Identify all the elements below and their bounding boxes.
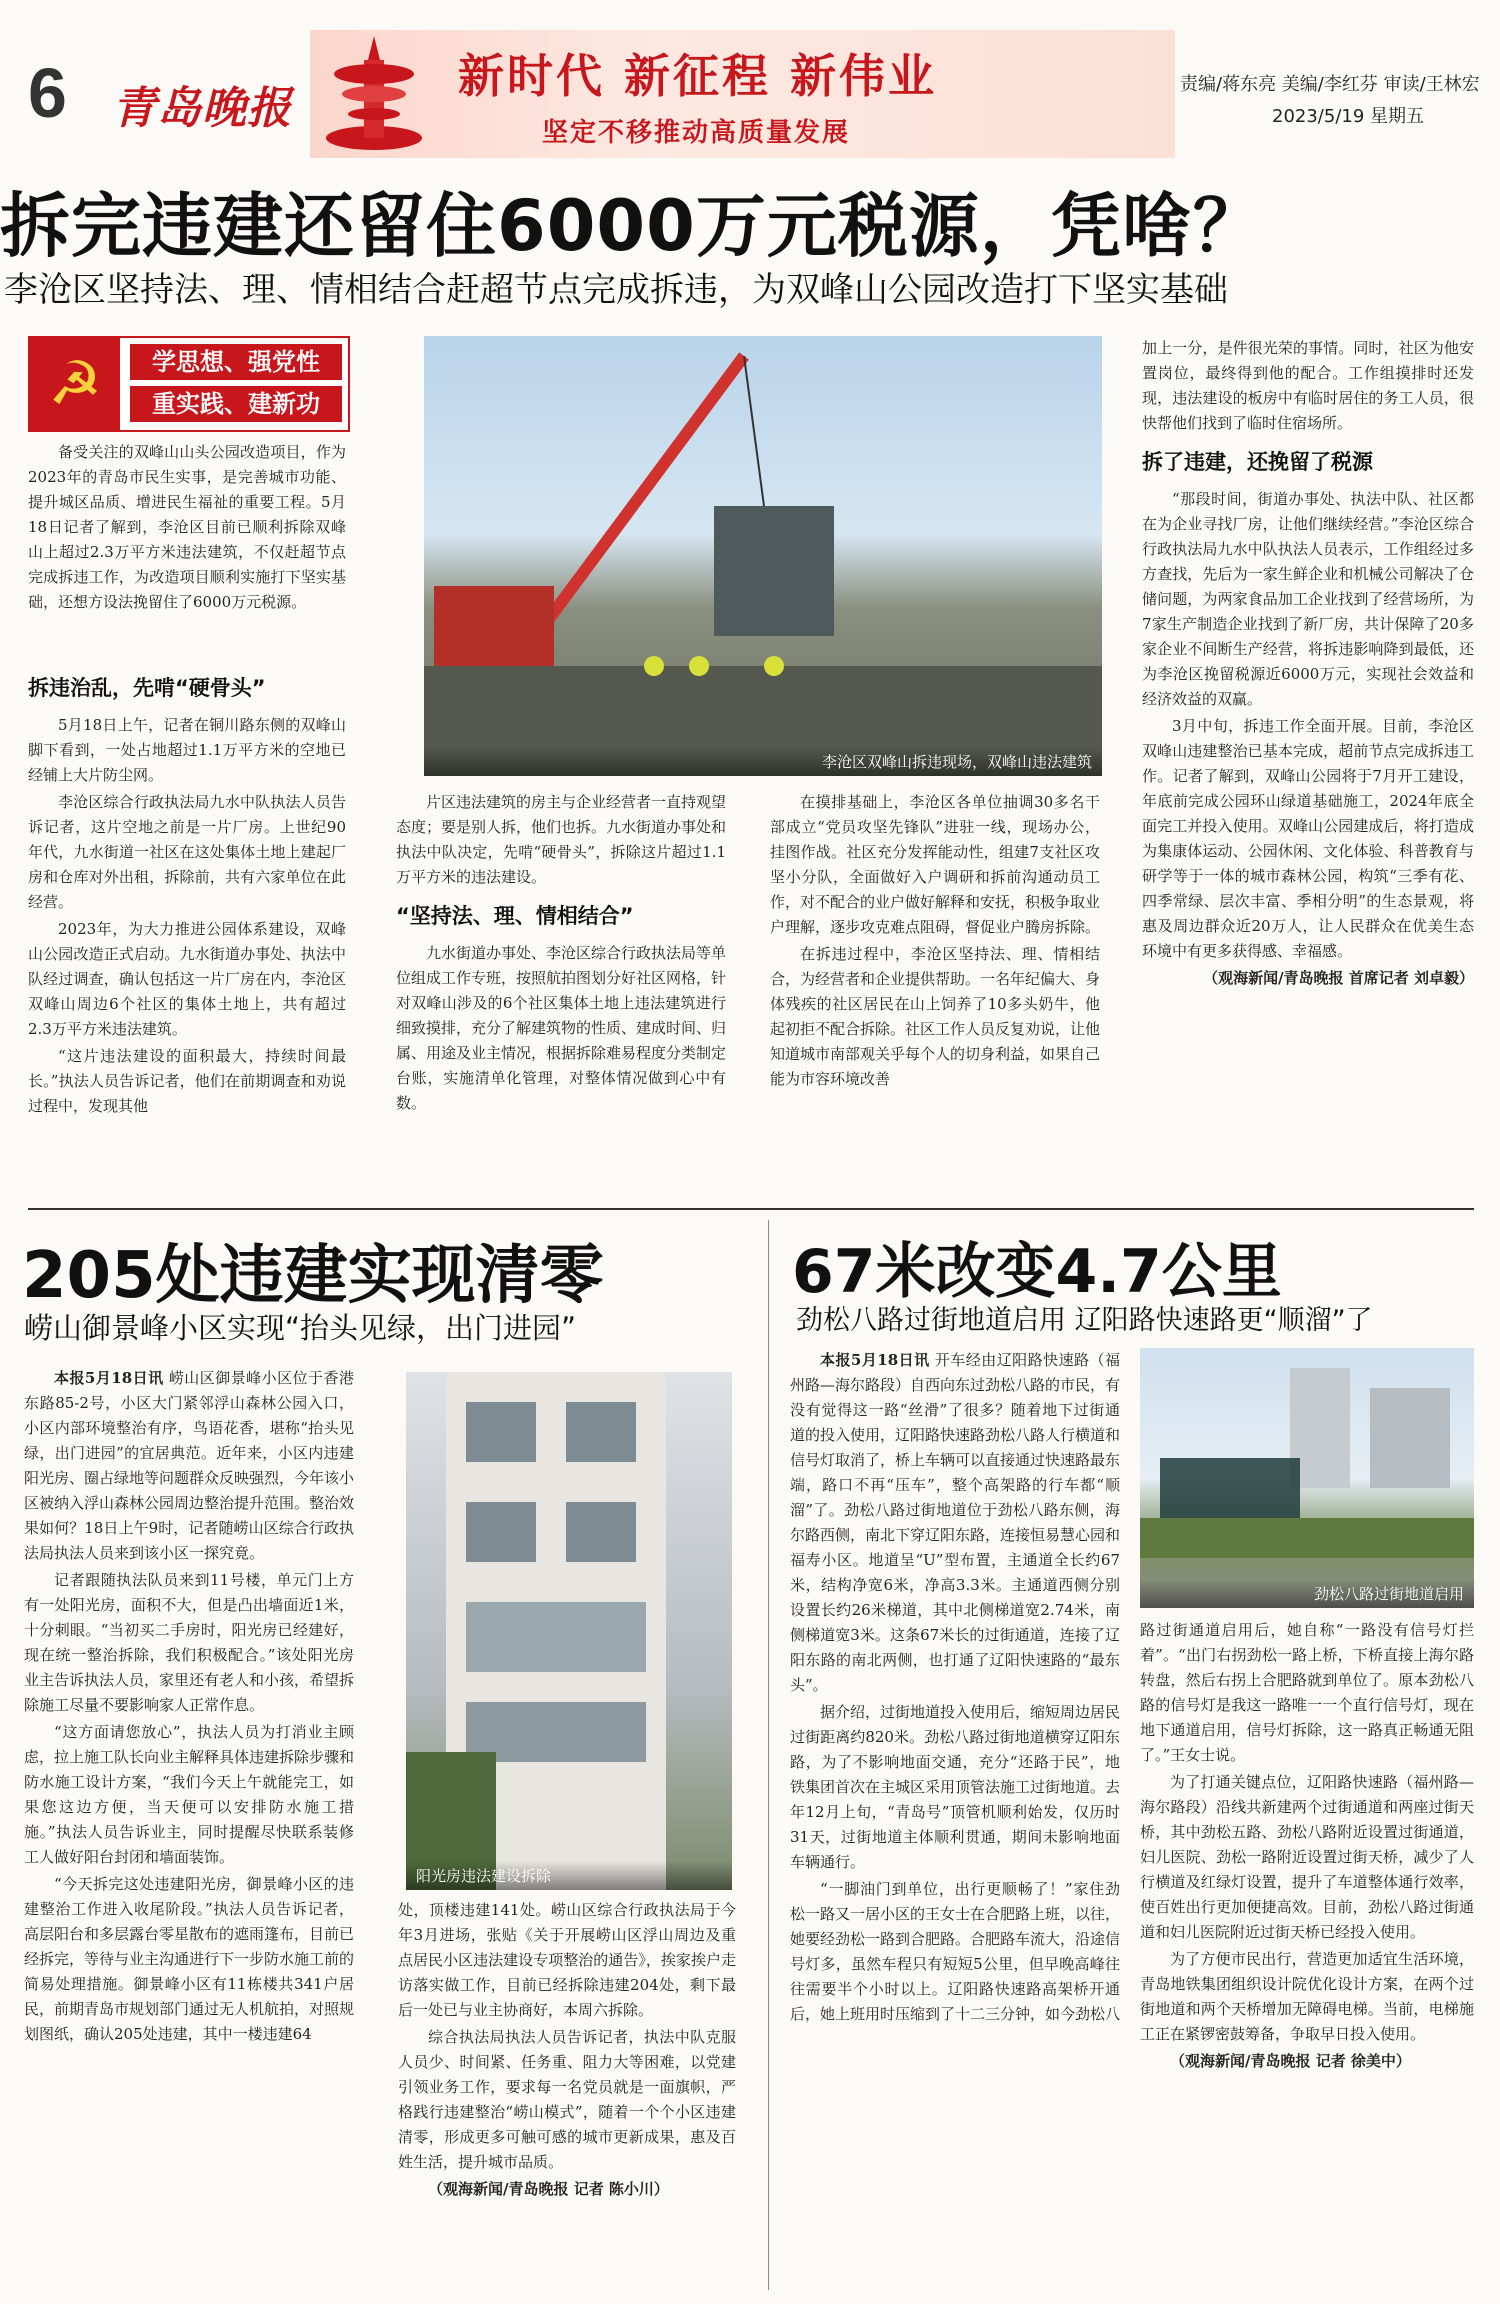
badge-line2: 重实践、建新功 bbox=[130, 386, 342, 422]
column-divider bbox=[768, 1220, 769, 2290]
paragraph: 5月18日上午，记者在铜川路东侧的双峰山脚下看到，一处占地超过1.1万平方米的空地已经铺上大片防尘网。 bbox=[28, 716, 346, 784]
story2-col-2 bbox=[398, 1898, 736, 2284]
main-col-3 bbox=[770, 790, 1100, 1196]
main-photo bbox=[424, 336, 1102, 776]
paper-logo: 青岛晚报 bbox=[112, 83, 292, 134]
story2-headline: 205处违建实现清零 bbox=[22, 1239, 604, 1313]
paragraph: 处，顶楼违建141处。崂山区综合行政执法局于今年3月进场，张贴《关于开展崂山区浮山周边及重点居民小区违法建设专项整治的通告》，挨家挨户走访落实做工作，目前已经拆除违建204处，剩下最后一处已与业主协商好，本周六拆除。 bbox=[398, 1901, 736, 2019]
story3-col-2 bbox=[1140, 1618, 1474, 2284]
paragraph: “今天拆完这处违建阳光房，御景峰小区的违建整治工作进入收尾阶段。”执法人员告诉记者，高层阳台和多层露台零星散布的遮雨篷布，目前已经拆完，等待与业主沟通进行下一步防水施工前的简易处理措施。御景峰小区有11栋楼共341户居民，前期青岛市规划部门通过无人机航拍，对照规划图纸，确认205处违建，其中一楼违建64 bbox=[24, 1875, 354, 2043]
story2-subheadline: 崂山御景峰小区实现“抬头见绿，出门进园” bbox=[24, 1311, 577, 1345]
paragraph: 在拆违过程中，李沧区坚持法、理、情相结合，为经营者和企业提供帮助。一名年纪偏大、身体残疾的社区居民在山上饲养了10多头奶牛，他起初拒不配合拆除。社区工作人员反复劝说，让他知道城市南部观关乎每个人的切身利益，如果自己能为市容环境改善 bbox=[770, 945, 1100, 1088]
party-emblem-icon: ☭ bbox=[30, 338, 120, 430]
story3-photo-caption: 劲松八路过街地道启用 bbox=[1140, 1579, 1474, 1608]
byline: （观海新闻/青岛晚报 记者 徐美中） bbox=[1170, 2052, 1411, 2070]
dateline: 本报5月18日讯 bbox=[820, 1351, 930, 1369]
party-badge bbox=[28, 336, 350, 432]
badge-line1: 学思想、强党性 bbox=[130, 344, 342, 380]
subhead-2: “坚持法、理、情相结合” bbox=[396, 904, 634, 928]
tower-emblem bbox=[316, 30, 436, 158]
crane-illustration bbox=[424, 336, 1102, 776]
paragraph bbox=[24, 1366, 354, 1566]
story2-photo bbox=[406, 1372, 732, 1890]
building-illustration bbox=[406, 1372, 732, 1890]
byline: （观海新闻/青岛晚报 首席记者 刘卓毅） bbox=[1203, 969, 1474, 987]
subhead-3: 拆了违建，还挽留了税源 bbox=[1142, 450, 1373, 474]
subhead-1: 拆违治乱，先啃“硬骨头” bbox=[28, 676, 266, 700]
main-col-4 bbox=[1142, 336, 1474, 1196]
lead-paragraph bbox=[28, 440, 346, 666]
paragraph: “这方面请您放心”，执法人员为打消业主顾虑，拉上施工队长向业主解释具体违建拆除步骤和防水施工设计方案，“我们今天上午就能完工，如果您这边方便，当天便可以安排防水施工措施。”执法人员告诉业主，同时提醒尽快联系装修工人做好阳台封闭和墙面装饰。 bbox=[24, 1723, 354, 1866]
paragraph: 3月中旬，拆违工作全面开展。目前，李沧区双峰山违建整治已基本完成，超前节点完成拆违工作。记者了解到，双峰山公园将于7月开工建设，年底前完成公园环山绿道基础施工，2024年底全面完工并投入使用。双峰山公园建成后，将打造成为集康体运动、公园休闲、文化体验、科普教育与研学等于一体的城市森林公园，构筑“三季有花、四季常绿、层次丰富、季相分明”的生态景观，将惠及周边群众近20万人，让人民群众在优美生态环境中有更多获得感、幸福感。 bbox=[1142, 717, 1474, 960]
header-banner bbox=[310, 30, 1175, 158]
story3-subheadline: 劲松八路过街地道启用 辽阳路快速路更“顺溜”了 bbox=[796, 1305, 1373, 1336]
paragraph-text: 崂山区御景峰小区位于香港东路85-2号，小区大门紧邻浮山森林公园入口，小区内部环境整治有序，鸟语花香，堪称“抬头见绿，出门进园”的宜居典范。近年来，小区内违建阳光房、圈占绿地等问题群众反映强烈，今年该小区被纳入浮山森林公园周边整治提升范围。整治效果如何？18日上午9时，记者随崂山区综合行政执法局执法人员来到该小区一探究竟。 bbox=[24, 1369, 354, 1562]
main-photo-caption: 李沧区双峰山拆违现场，双峰山违法建筑 bbox=[424, 747, 1102, 776]
paragraph: 综合执法局执法人员告诉记者，执法中队克服人员少、时间紧、任务重、阻力大等困难，以党建引领业务工作，要求每一名党员就是一面旗帜，严格践行违建整治“崂山模式”，随着一个个小区违建清零，形成更多可触可感的城市更新成果，惠及百姓生活，提升城市品质。 bbox=[398, 2028, 736, 2171]
section-divider bbox=[28, 1208, 1474, 1210]
dateline: 本报5月18日讯 bbox=[54, 1369, 164, 1387]
paragraph: 加上一分，是件很光荣的事情。同时，社区为他安置岗位，最终得到他的配合。工作组摸排时还发现，违法建设的板房中有临时居住的务工人员，很快帮他们找到了临时住宿场所。 bbox=[1142, 339, 1474, 432]
main-headline: 拆完违建还留住6000万元税源，凭啥？ bbox=[0, 185, 1264, 267]
paragraph: 据介绍，过街地道投入使用后，缩短周边居民过街距离约820米。劲松八路过街地道横穿辽阳东路，为了不影响地面交通，充分“还路于民”，地铁集团首次在主城区采用顶管法施工过街地道。去年12月上旬，“青岛号”顶管机顺利始发，仅历时31天，过街地道主体顺利贯通，期间未影响地面车辆通行。 bbox=[790, 1703, 1120, 1871]
header-date: 2023/5/19 星期五 bbox=[1272, 106, 1425, 127]
story2-photo-caption: 阳光房违法建设拆除 bbox=[406, 1861, 732, 1890]
main-col-1 bbox=[28, 676, 346, 1196]
paragraph-text: 开车经由辽阳路快速路（福州路—海尔路段）自西向东过劲松八路的市民，有没有觉得这一路“丝滑”了很多？随着地下过街通道的投入使用，辽阳路快速路劲松八路人行横道和信号灯取消了，桥上车辆可以直接通过快速路最东端，路口不再“压车”，整个高架路的行车都“顺溜”了。劲松八路过街地道位于劲松八路东侧，海尔路西侧，南北下穿辽阳东路，连接恒易慧心园和福寿小区。地道呈“U”型布置，主通道全长约67米，结构净宽6米，净高3.3米。主通道西侧分别设置长约26米梯道，其中北侧梯道宽2.74米，南侧梯道宽3米。这条67米长的过街通道，连接了辽阳东路的南北两侧，也打通了辽阳快速路的“最东头”。 bbox=[790, 1351, 1120, 1694]
paragraph: 路过街通道启用后，她自称“一路没有信号灯拦着”。“出门右拐劲松一路上桥，下桥直接上海尔路转盘，然后右拐上合肥路就到单位了。原本劲松八路的信号灯是我这一路唯一一个直行信号灯，现在地下通道启用，信号灯拆除，这一路真正畅通无阻了。”王女士说。 bbox=[1140, 1621, 1474, 1764]
story2-col-1 bbox=[24, 1366, 354, 2284]
paragraph: 片区违法建筑的房主与企业经营者一直持观望态度；要是别人拆，他们也拆。九水街道办事处和执法中队决定，先啃“硬骨头”，拆除这片超过1.1万平方米的违法建设。 bbox=[396, 793, 726, 886]
lead-text: 备受关注的双峰山山头公园改造项目，作为2023年的青岛市民生实事，是完善城市功能、提升城区品质、增进民生福祉的重要工程。5月18日记者了解到，李沧区目前已顺利拆除双峰山上超过2.3万平方米违法建筑，不仅赶超节点完成拆违工作，为改造项目顺利实施打下坚实基础，还想方设法挽留住了6000万元税源。 bbox=[28, 443, 346, 611]
paragraph: 李沧区综合行政执法局九水中队执法人员告诉记者，这片空地之前是一片厂房。上世纪90年代，九水街道一社区在这处集体土地上建起厂房和仓库对外出租，拆除前，共有六家单位在此经营。 bbox=[28, 793, 346, 911]
story3-photo bbox=[1140, 1348, 1474, 1608]
story3-col-1 bbox=[790, 1348, 1120, 2284]
page-number: 6 bbox=[28, 54, 67, 132]
banner-subtitle: 坚定不移推动高质量发展 bbox=[542, 118, 851, 148]
main-col-2 bbox=[396, 790, 726, 1196]
paragraph: “那段时间，街道办事处、执法中队、社区都在为企业寻找厂房，让他们继续经营。”李沧区综合行政执法局九水中队执法人员表示，工作组经过多方查找，先后为一家生鲜企业和机械公司解决了仓储问题，为两家食品加工企业找到了经营场所，为7家生产制造企业找到了新厂房，共计保障了20多家企业不间断生产经营，将拆违影响降到最低，还为李沧区挽留税源近6000万元，实现社会效益和经济效益的双赢。 bbox=[1142, 490, 1474, 708]
paragraph: 为了方便市民出行，营造更加适宜生活环境，青岛地铁集团组织设计院优化设计方案，在两个过街地道和两个天桥增加无障碍电梯。当前，电梯施工正在紧锣密鼓筹备，争取早日投入使用。 bbox=[1140, 1950, 1474, 2043]
paragraph: 为了打通关键点位，辽阳路快速路（福州路—海尔路段）沿线共新建两个过街通道和两座过街天桥，其中劲松五路、劲松八路附近设置过街通道，妇儿医院、劲松一路附近设置过街天桥，减少了人行横道及红绿灯设置，提升了车道整体通行效率，使百姓出行更加便捷高效。目前，劲松八路过街通道和妇儿医院附近过街天桥已经投入使用。 bbox=[1140, 1773, 1474, 1941]
paragraph: 2023年，为大力推进公园体系建设，双峰山公园改造正式启动。九水街道办事处、执法中队经过调查，确认包括这一片厂房在内，李沧区双峰山周边6个社区的集体土地上，共有超过2.3万平方米违法建筑。 bbox=[28, 920, 346, 1038]
banner-title: 新时代 新征程 新伟业 bbox=[458, 49, 938, 103]
paragraph bbox=[790, 1348, 1120, 1698]
paragraph: 九水街道办事处、李沧区综合行政执法局等单位组成工作专班，按照航拍图划分好社区网格，针对双峰山涉及的6个社区集体土地上违法建筑进行细致摸排，充分了解建筑物的性质、建成时间、归属、用途及业主情况，根据拆除难易程度分类制定台账，实施清单化管理，对整体情况做到心中有数。 bbox=[396, 944, 726, 1112]
paragraph: “一脚油门到单位，出行更顺畅了！”家住劲松一路又一居小区的王女士在合肥路上班，以往，她要经劲松一路到合肥路。合肥路车流大，沿途信号灯多，虽然车程只有短短5公里，但早晚高峰往往需要半个小时以上。辽阳路快速路高架桥开通后，她上班用时压缩到了十二三分钟，如今劲松八 bbox=[790, 1880, 1120, 2023]
byline: （观海新闻/青岛晚报 记者 陈小川） bbox=[428, 2180, 669, 2198]
paragraph: 在摸排基础上，李沧区各单位抽调30多名干部成立“党员攻坚先锋队”进驻一线，现场办公，挂图作战。社区充分发挥能动性，组建7支社区攻坚小分队，全面做好入户调研和拆前沟通动员工作，对不配合的业户做好解释和安抚，积极争取业户理解，逐步攻克难点阻碍，督促业户腾房拆除。 bbox=[770, 793, 1100, 936]
header-credits: 责编/蒋东亮 美编/李红芬 审读/王林宏 bbox=[1180, 74, 1480, 95]
paragraph: 记者跟随执法队员来到11号楼，单元门上方有一处阳光房，面积不大，但是凸出墙面近1米，十分刺眼。“当初买二手房时，阳光房已经建好，现在统一整治拆除，我们积极配合。”该处阳光房业主告诉执法人员，家里还有老人和小孩，希望拆除施工尽量不要影响家人正常作息。 bbox=[24, 1571, 354, 1714]
story3-headline: 67米改变4.7公里 bbox=[792, 1237, 1282, 1307]
paragraph: “这片违法建设的面积最大，持续时间最长。”执法人员告诉记者，他们在前期调查和劝说过程中，发现其他 bbox=[28, 1047, 346, 1115]
main-subheadline: 李沧区坚持法、理、情相结合赶超节点完成拆违，为双峰山公园改造打下坚实基础 bbox=[4, 270, 1228, 310]
underpass-illustration bbox=[1140, 1348, 1474, 1608]
